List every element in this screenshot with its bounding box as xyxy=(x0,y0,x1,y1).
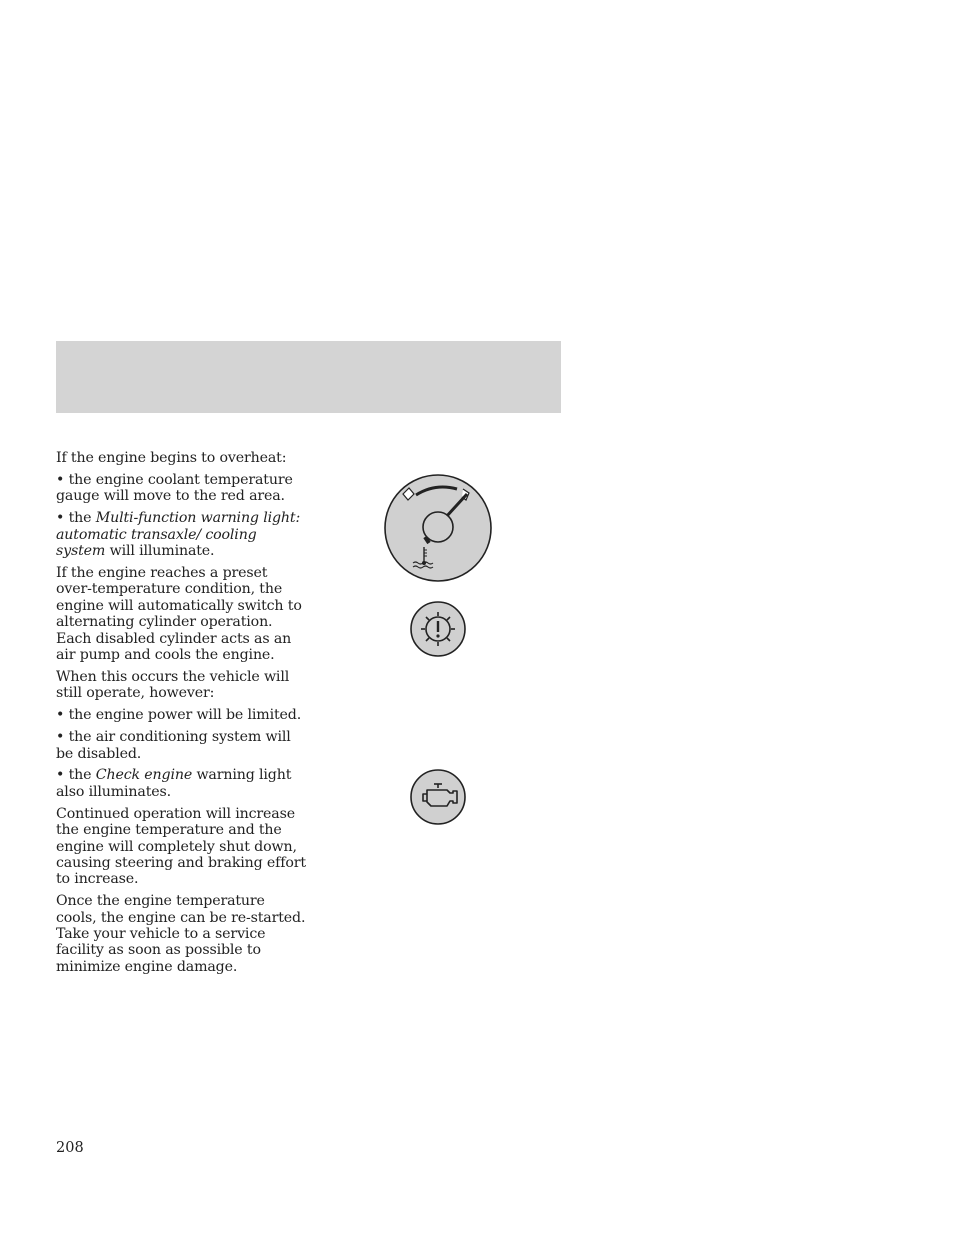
intro-paragraph: If the engine begins to overheat: xyxy=(56,450,287,466)
page-number: 208 xyxy=(56,1140,84,1156)
continued-operation-paragraph: Continued operation will increase the engine temperature and the engine will completely shut down, causing steering and braking effort to increase. xyxy=(56,805,306,888)
body-text xyxy=(56,450,306,981)
bullet-check-engine: • the Check engine warning light also illuminates. xyxy=(56,767,306,800)
over-temperature-paragraph: If the engine reaches a preset over-temperature condition, the engine will automatically switch to alternating cylinder operation. Each disabled cylinder acts as an air pump and cools the engine. xyxy=(56,564,302,663)
multi-function-warning-light-icon xyxy=(409,600,467,658)
restart-paragraph: Once the engine temperature cools, the engine can be re-started. Take your vehicle to a service facility as soon as possible to minimize engine damage. xyxy=(56,893,306,975)
section-header-band xyxy=(56,341,561,413)
bullet-coolant-gauge: • the engine coolant temperature gauge will move to the red area. xyxy=(56,472,306,505)
bullet-ac-disabled: • the air conditioning system will be disabled. xyxy=(56,729,306,762)
bullet-warning-light: • the Multi-function warning light: automatic transaxle/ cooling system will illuminate. xyxy=(56,510,306,559)
vehicle-operation-paragraph: When this occurs the vehicle will still operate, however: xyxy=(56,668,290,702)
check-engine-name: Check engine xyxy=(95,767,193,784)
bullet-power-limited: • the engine power will be limited. xyxy=(56,707,306,723)
coolant-temperature-gauge-icon xyxy=(383,473,493,583)
warning-light-name: Multi-function warning light: automatic transaxle/ cooling system xyxy=(56,510,301,560)
check-engine-light-icon xyxy=(409,768,467,826)
